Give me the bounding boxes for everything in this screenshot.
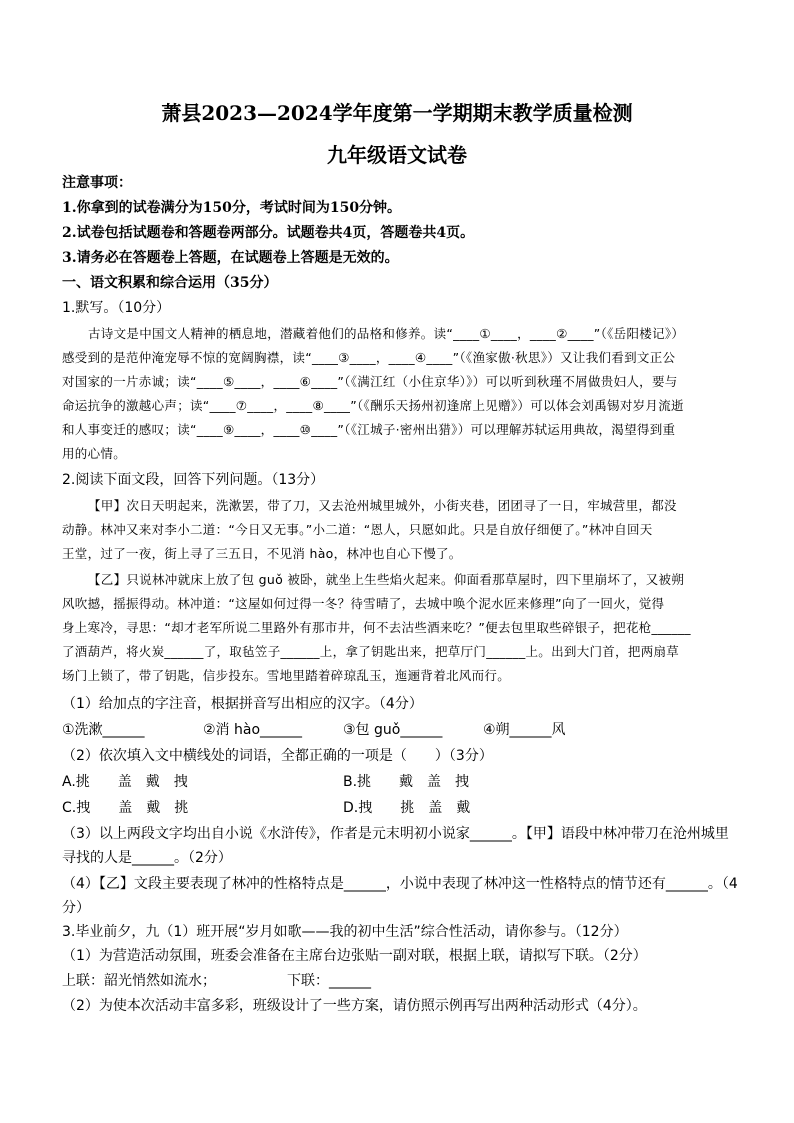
section-1-heading: 一、语文积累和综合运用（35分） [62,275,278,291]
pinyin-item: ①洗漱______ [62,722,145,738]
sub-question-3-cont: 寻找的人是______。（2分） [62,850,232,866]
passage-line: 王堂，过了一夜，街上寻了三五日，不见消 hào，林冲也自心下慢了。 [62,546,462,561]
pinyin-item: ③包 guǒ______ [343,722,443,738]
option-d: D.拽 挑 盖 戴 [343,800,471,816]
exam-subtitle: 九年级语文试卷 [327,143,467,167]
passage-line: 风吹撼，摇振得动。林冲道：“这屋如何过得一冬？待雪晴了，去城中唤个泥水匠来修理”向了一回火，觉得 [62,596,665,611]
passage-line: 【甲】次日天明起来，洗漱罢，带了刀，又去沧州城里城外，小街夹巷，团团寻了一日，牢城营里，都没 [88,498,677,513]
sub-question-2: （2）依次填入文中横线处的词语，全都正确的一项是（ ）（3分） [62,748,493,764]
passage-line: 身上寒冷，寻思：“却才老军所说二里路外有那市井，何不去沽些酒来吃？”便去包里取些碎银子，把花枪______ [62,620,691,635]
option-b: B.挑 戴 盖 拽 [343,774,470,790]
q3-sub-question-1: （1）为营造活动氛围，班委会准备在主席台边张贴一副对联，根据上联，请拟写下联。（2分） [62,948,647,964]
question-1-label: 1.默写。（10分） [62,300,171,316]
pinyin-item: ②消 hào______ [203,722,303,738]
question-2-label: 2.阅读下面文段，回答下列问题。（13分） [62,472,325,488]
sub-question-4-cont: 分） [62,900,90,916]
option-a: A.挑 盖 戴 拽 [62,774,188,790]
question-1-line: 和人事变迁的感叹；读“____⑨____，____⑩____”（《江城子·密州出猎》）可以理解苏轼运用典故，渴望得到重 [62,422,676,437]
question-1-line: 对国家的一片赤诚；读“____⑤____，____⑥____”（《满江红（小住京华）》）可以听到秋瑾不屑做贵妇人，要与 [62,374,678,389]
passage-line: 了酒葫芦，将火炭______了，取毡笠子______上，拿了钥匙出来，把草厅门______上。出到大门首，把两扇草 [62,644,680,659]
passage-line: 【乙】只说林冲就床上放了包 guǒ 被卧，就坐上生些焰火起来。仰面看那草屋时，四下里崩坏了，又被朔 [88,572,685,587]
question-3-label: 3.毕业前夕，九（1）班开展“岁月如歌——我的初中生活”综合性活动，请你参与。（12分） [62,924,628,940]
question-1-line: 用的心情。 [62,446,127,461]
exam-title: 萧县2023—2024学年度第一学期期末教学质量检测 [161,101,633,125]
sub-question-4: （4）【乙】文段主要表现了林冲的性格特点是______，小说中表现了林冲这一性格特点的情节还有______。（4 [62,876,738,892]
note-item-3: 3.请务必在答题卷上答题，在试题卷上答题是无效的。 [62,250,399,266]
couplet-upper: 上联：韶光悄然如流水； [62,973,216,989]
question-1-line: 命运抗争的激越心声；读“____⑦____，____⑧____”（《酬乐天扬州初逢席上见赠》）可以体会刘禹锡对岁月流逝 [62,398,684,413]
pinyin-item: ④朔______风 [483,722,566,738]
couplet-lower: 下联：______ [287,973,371,989]
passage-line: 场门上锁了，带了钥匙，信步投东。雪地里踏着碎琼乱玉，迤逦背着北风而行。 [62,668,511,683]
question-1-line: 感受到的是范仲淹宠辱不惊的宽阔胸襟，读“____③____，____④____”（《渔家傲·秋思》）又让我们看到文正公 [62,350,676,365]
q3-sub-question-2: （2）为使本次活动丰富多彩，班级设计了一些方案，请仿照示例再写出两种活动形式（4分）。 [62,998,647,1014]
notes-heading: 注意事项： [62,175,132,191]
sub-question-3: （3）以上两段文字均出自小说《水浒传》，作者是元末明初小说家______。【甲】语段中林冲带刀在沧州城里 [62,826,729,842]
sub-question-1: （1）给加点的字注音，根据拼音写出相应的汉字。（4分） [62,696,423,712]
question-1-line: 古诗文是中国文人精神的栖息地，潜藏着他们的品格和修养。读“____①____，____②____”（《岳阳楼记》） [88,326,685,341]
option-c: C.拽 盖 戴 挑 [62,800,189,816]
passage-line: 动静。林冲又来对李小二道：“今日又无事。”小二道：“恩人，只愿如此。只是自放仔细便了。”林冲自回天 [62,522,653,537]
note-item-1: 1.你拿到的试卷满分为150分，考试时间为150分钟。 [62,200,402,216]
note-item-2: 2.试卷包括试题卷和答题卷两部分。试题卷共4页，答题卷共4页。 [62,225,475,241]
